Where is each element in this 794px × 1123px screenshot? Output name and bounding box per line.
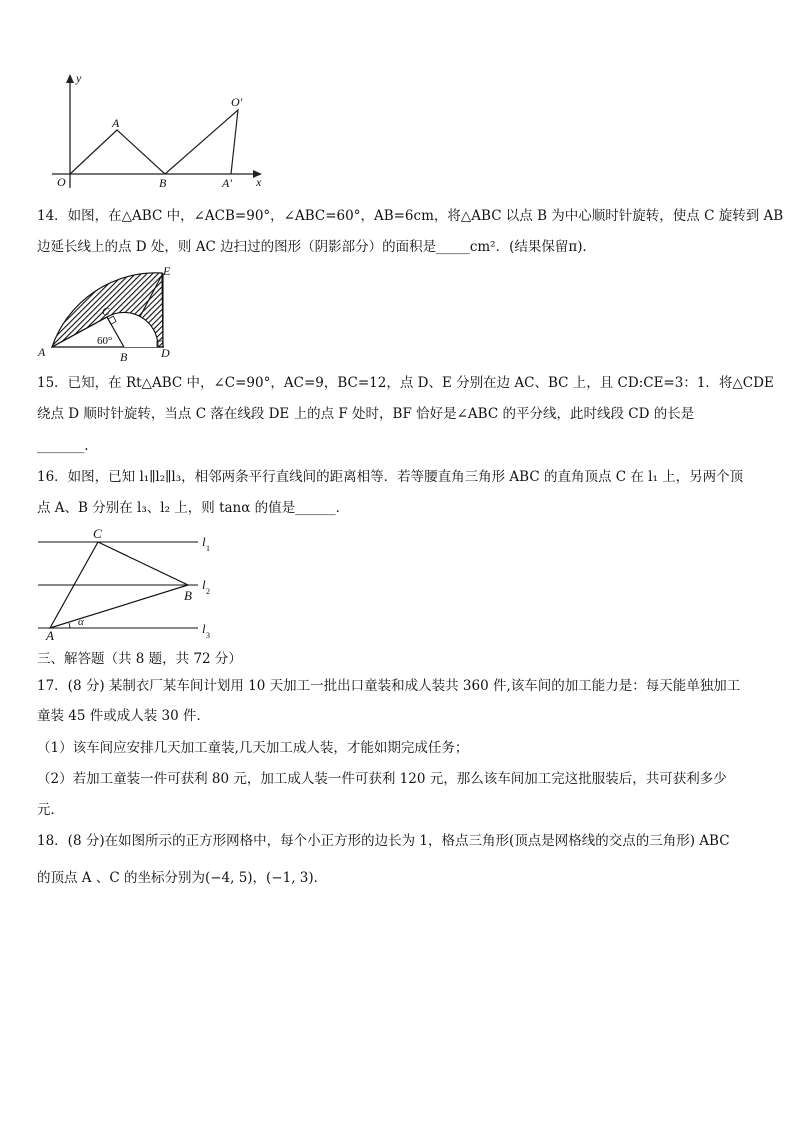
label-l3-sub: 3 (206, 631, 210, 640)
q17-line1: 17．(8 分) 某制衣厂某车间计划用 10 天加工一批出口童装和成人装共 360 件,该车间的加工能力是：每天能单独加工 (37, 678, 741, 694)
label-o-prime: O′ (231, 95, 243, 109)
q16-line2: 点 A、B 分别在 l₃、l₂ 上，则 tanα 的值是______． (37, 500, 350, 516)
q14-line2: 边延长线上的点 D 处，则 AC 边扫过的图形（阴影部分）的面积是_____cm²．(结果保留π)． (37, 239, 596, 255)
label-e: E (163, 265, 171, 278)
label-alpha: α (78, 616, 84, 628)
q16-line1: 16．如图，已知 l₁∥l₂∥l₃，相邻两条平行直线间的距离相等．若等腰直角三角形 ABC 的直角顶点 C 在 l₁ 上，另两个顶 (37, 469, 744, 485)
label-l1-sub: 1 (206, 544, 210, 553)
q17-line2: 童装 45 件或成人装 30 件． (37, 708, 211, 724)
label-l2-sub: 2 (206, 587, 210, 596)
label-l3: l (202, 621, 206, 636)
q17-part1: （1）该车间应安排几天加工童装,几天加工成人装，才能如期完成任务； (37, 740, 469, 756)
q18-line2: 的顶点 A 、C 的坐标分别为(−4, 5)，(−1, 3)． (37, 870, 328, 886)
y-axis-arrow (66, 74, 74, 83)
label-a: A (38, 345, 46, 359)
q17-part2b: 元． (37, 802, 64, 818)
triangle-b-oprime-aprime (165, 110, 238, 174)
parallel-lines-figure (36, 524, 226, 644)
label-b: B (120, 350, 128, 363)
label-d: D (161, 346, 170, 360)
angle-alpha-arc (69, 623, 70, 628)
q18-line1: 18．(8 分)在如图所示的正方形网格中，每个小正方形的边长为 1，格点三角形(顶点是网格线的交点的三角形) ABC (37, 833, 730, 849)
q17-part2: （2）若加工童装一件可获利 80 元，加工成人装一件可获利 120 元，那么该车间加工完这批服装后，共可获利多少 (37, 771, 727, 787)
coordinate-figure (50, 68, 270, 193)
label-c: C (102, 306, 110, 318)
q15-line3: _______. (37, 438, 89, 454)
section-title: 三、解答题（共 8 题，共 72 分） (37, 651, 242, 667)
label-y: y (76, 71, 82, 85)
label-b: B (184, 588, 192, 603)
label-a: A (46, 628, 54, 643)
q14-line1: 14．如图，在△ABC 中，∠ACB=90°，∠ABC=60°，AB=6cm，将△ABC 以点 B 为中心顺时针旋转，使点 C 旋转到 AB (37, 208, 784, 224)
label-b: B (159, 176, 167, 190)
label-c: C (93, 526, 102, 541)
label-l2: l (202, 577, 206, 592)
label-angle-60: 60° (97, 335, 113, 347)
q15-line2: 绕点 D 顺时针旋转，当点 C 落在线段 DE 上的点 F 处时，BF 恰好是∠ABC 的平分线，此时线段 CD 的长是 (37, 406, 695, 422)
q15-line1: 15．已知，在 Rt△ABC 中，∠C=90°，AC=9，BC=12，点 D、E 分别在边 AC、BC 上，且 CD:CE=3：1．将△CDE (37, 375, 774, 391)
label-o: O (57, 175, 66, 189)
label-a: A (112, 116, 120, 130)
label-l1: l (202, 534, 206, 549)
rotation-figure (36, 265, 176, 363)
triangle-oab (70, 130, 165, 174)
label-a-prime: A′ (222, 176, 232, 190)
label-x: x (256, 175, 262, 189)
